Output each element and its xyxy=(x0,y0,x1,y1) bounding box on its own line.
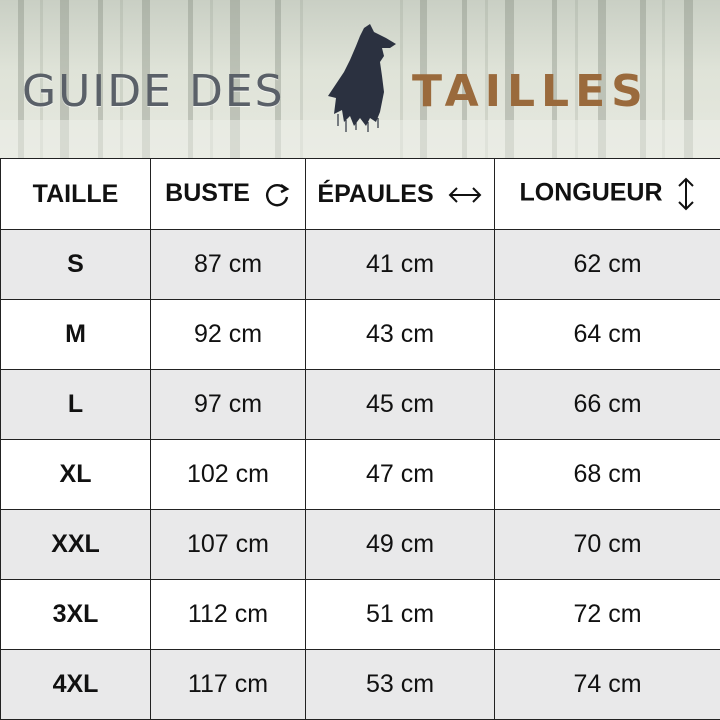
table-row xyxy=(1,230,720,300)
title-tailles: TAILLES xyxy=(412,66,649,117)
howling-wolf-icon xyxy=(320,22,402,132)
header-chest: BUSTE xyxy=(151,159,306,230)
size-cell: 3XL xyxy=(1,580,151,650)
table-row xyxy=(1,370,720,440)
title-guide-des: GUIDE DES xyxy=(22,66,285,117)
table-row xyxy=(1,580,720,650)
length-cell: 64 cm xyxy=(495,300,720,370)
size-cell: M xyxy=(1,300,151,370)
table-row xyxy=(1,300,720,370)
size-cell: XXL xyxy=(1,510,151,580)
banner-title xyxy=(0,62,720,118)
shoulders-cell: 49 cm xyxy=(306,510,495,580)
size-cell: S xyxy=(1,230,151,300)
length-cell: 68 cm xyxy=(495,440,720,510)
chest-cell: 87 cm xyxy=(151,230,306,300)
circular-arrow-icon xyxy=(263,181,291,209)
double-vertical-arrow-icon xyxy=(676,176,696,212)
shoulders-cell: 43 cm xyxy=(306,300,495,370)
chest-cell: 107 cm xyxy=(151,510,306,580)
length-cell: 62 cm xyxy=(495,230,720,300)
table-header-row xyxy=(1,159,720,230)
length-cell: 66 cm xyxy=(495,370,720,440)
length-cell: 74 cm xyxy=(495,650,720,720)
shoulders-cell: 47 cm xyxy=(306,440,495,510)
chest-cell: 117 cm xyxy=(151,650,306,720)
shoulders-cell: 53 cm xyxy=(306,650,495,720)
size-cell: 4XL xyxy=(1,650,151,720)
table-row xyxy=(1,650,720,720)
chest-cell: 97 cm xyxy=(151,370,306,440)
header-size: TAILLE xyxy=(1,159,151,230)
size-cell: XL xyxy=(1,440,151,510)
header-length: LONGUEUR xyxy=(495,159,720,230)
size-chart-table xyxy=(0,158,720,720)
chest-cell: 112 cm xyxy=(151,580,306,650)
table-row xyxy=(1,510,720,580)
chest-cell: 102 cm xyxy=(151,440,306,510)
header-shoulders: ÉPAULES xyxy=(306,159,495,230)
table-row xyxy=(1,440,720,510)
banner xyxy=(0,0,720,158)
length-cell: 72 cm xyxy=(495,580,720,650)
shoulders-cell: 51 cm xyxy=(306,580,495,650)
shoulders-cell: 41 cm xyxy=(306,230,495,300)
chest-cell: 92 cm xyxy=(151,300,306,370)
shoulders-cell: 45 cm xyxy=(306,370,495,440)
double-horizontal-arrow-icon xyxy=(447,184,483,206)
size-cell: L xyxy=(1,370,151,440)
length-cell: 70 cm xyxy=(495,510,720,580)
